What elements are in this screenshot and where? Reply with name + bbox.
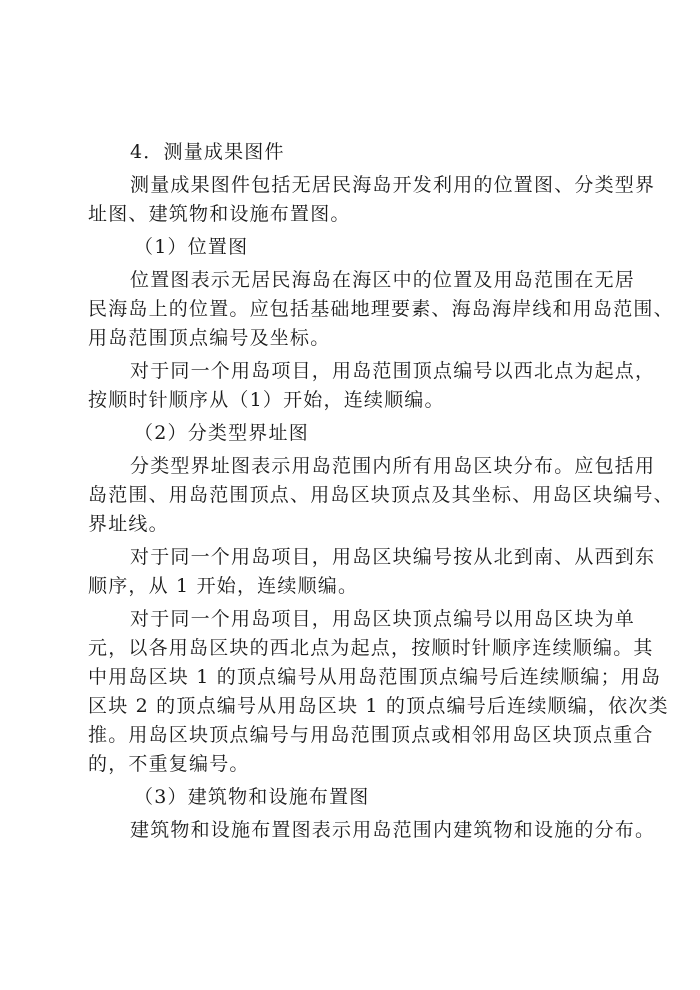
paragraph-line: 分类型界址图表示用岛范围内所有用岛区块分布。应包括用 — [130, 455, 656, 477]
subheading-location-map — [88, 233, 612, 262]
paragraph-line: 的，不重复编号。 — [88, 753, 250, 775]
heading-text: 4．测量成果图件 — [130, 141, 285, 163]
paragraph-line: 位置图表示无居民海岛在海区中的位置及用岛范围在无居 — [130, 269, 636, 291]
paragraph-block-numbering — [88, 543, 656, 601]
paragraph-line: 推。用岛区块顶点编号与用岛范围顶点或相邻用岛区块顶点重合 — [88, 724, 654, 746]
paragraph-line: 对于同一个用岛项目，用岛区块编号按从北到南、从西到东 — [130, 546, 656, 568]
paragraph-location-numbering — [88, 357, 656, 415]
paragraph-line: 测量成果图件包括无居民海岛开发利用的位置图、分类型界 — [130, 174, 656, 196]
section-heading-4 — [88, 138, 612, 167]
paragraph-location-map — [88, 266, 674, 353]
paragraph-line: 对于同一个用岛项目，用岛区块顶点编号以用岛区块为单 — [130, 608, 636, 630]
paragraph-line: 中用岛区块 1 的顶点编号从用岛范围顶点编号后连续顺编；用岛 — [88, 666, 662, 688]
paragraph-building-layout — [88, 816, 656, 845]
paragraph-line: 元，以各用岛区块的西北点为起点，按顺时针顺序连续顺编。其 — [88, 637, 654, 659]
subheading-building-layout — [88, 783, 612, 812]
paragraph-vertex-numbering — [88, 605, 669, 779]
subheading-classification-map — [88, 419, 612, 448]
paragraph-intro — [88, 171, 656, 229]
paragraph-line: 岛范围、用岛范围顶点、用岛区块顶点及其坐标、用岛区块编号、 — [88, 484, 674, 506]
paragraph-classification-map — [88, 452, 674, 539]
subheading-text: （1）位置图 — [134, 236, 249, 258]
paragraph-line: 对于同一个用岛项目，用岛范围顶点编号以西北点为起点， — [130, 360, 656, 382]
subheading-text: （3）建筑物和设施布置图 — [134, 786, 370, 808]
paragraph-line: 用岛范围顶点编号及坐标。 — [88, 327, 331, 349]
paragraph-line: 址图、建筑物和设施布置图。 — [88, 203, 351, 225]
subheading-text: （2）分类型界址图 — [134, 422, 309, 444]
paragraph-line: 建筑物和设施布置图表示用岛范围内建筑物和设施的分布。 — [130, 819, 656, 841]
paragraph-line: 顺序，从 1 开始，连续顺编。 — [88, 575, 359, 597]
paragraph-line: 区块 2 的顶点编号从用岛区块 1 的顶点编号后连续顺编，依次类 — [88, 695, 669, 717]
paragraph-line: 按顺时针顺序从（1）开始，连续顺编。 — [88, 389, 445, 411]
paragraph-line: 民海岛上的位置。应包括基础地理要素、海岛海岸线和用岛范围、 — [88, 298, 674, 320]
paragraph-line: 界址线。 — [88, 513, 169, 535]
